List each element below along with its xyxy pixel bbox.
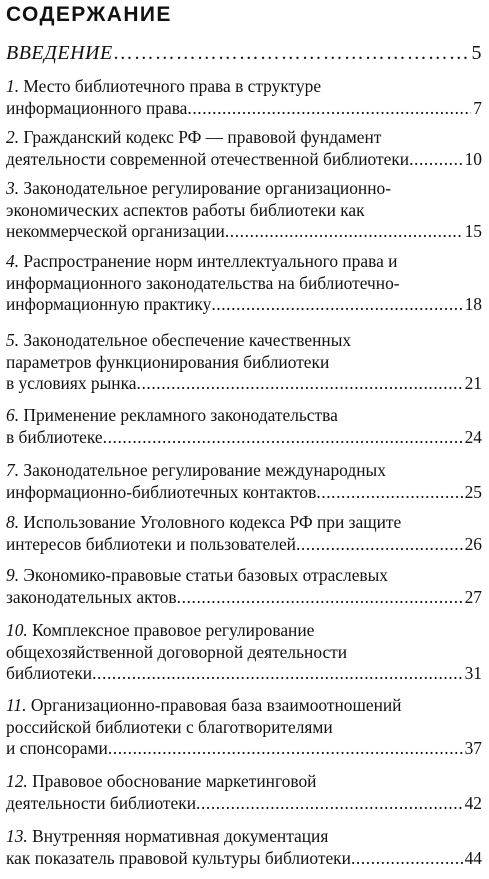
toc-entry[interactable]: [6, 127, 482, 170]
entry-title-line: [6, 352, 482, 374]
entry-title-text: некоммерческой организации: [6, 221, 225, 241]
entry-title-text: Гражданский кодекс РФ — правовой фундамент: [23, 127, 382, 147]
entry-title-text: Правовое обоснование маркетинговой: [32, 771, 317, 791]
entry-title-text: Распространение норм интеллектуального права и: [23, 251, 398, 271]
entry-title-text: в библиотеке: [6, 426, 103, 447]
entry-title-line: [6, 127, 482, 149]
entry-number: 7.: [6, 460, 20, 480]
entry-title-line: [6, 200, 482, 222]
entry-title-line: [6, 76, 482, 98]
entry-last-line: [6, 848, 482, 870]
dot-leader: [409, 149, 463, 171]
entry-title-line: [6, 695, 482, 717]
entry-title-text: экономических аспектов работы библиотеки как: [6, 199, 365, 220]
entry-last-line: [6, 482, 482, 504]
toc-entry[interactable]: [6, 330, 482, 395]
entry-last-line: [6, 149, 482, 171]
entry-title-text: общехозяйственной договорной деятельности: [6, 641, 348, 662]
entry-number: 1.: [6, 76, 20, 96]
page-number: 7: [473, 97, 482, 118]
entry-title-line: [6, 460, 482, 482]
dot-leader: [225, 221, 463, 243]
toc-entry[interactable]: [6, 565, 482, 608]
entry-number: 13.: [6, 826, 28, 846]
entry-title-text: деятельности современной отечественной библиотеки: [6, 148, 410, 169]
entry-title-text: деятельности библиотеки: [6, 792, 196, 813]
entry-title-text: Место библиотечного права в структуре: [23, 76, 322, 96]
contents-heading: СОДЕРЖАНИЕ: [6, 3, 172, 26]
page-number: 25: [464, 481, 482, 502]
entry-title-line: [6, 620, 482, 642]
entry-last-line: [6, 587, 482, 609]
entry-title-text: российской библиотеки с благотворителями: [6, 716, 333, 737]
entry-title-text: Применение рекламного законодательства: [23, 405, 338, 425]
entry-number: 12.: [6, 771, 28, 791]
toc-entry[interactable]: [6, 620, 482, 685]
toc-entry[interactable]: [6, 512, 482, 555]
entry-title-text: и спонсорами: [6, 738, 108, 758]
entry-last-line: [6, 663, 482, 685]
entry-title-text: в условиях рынка: [6, 373, 137, 393]
dot-leader: [196, 793, 463, 815]
dot-leader: [177, 587, 463, 609]
dot-leader: [316, 482, 462, 504]
dot-leader: [113, 42, 471, 65]
entry-number: 6.: [6, 405, 20, 425]
entry-last-line: [6, 534, 482, 556]
entry-title-line: [6, 642, 482, 664]
entry-title-text: информационного законодательства на библиотечно-: [6, 272, 400, 293]
entry-title-line: [6, 178, 482, 200]
dot-leader: [211, 294, 462, 316]
dot-leader: [103, 427, 463, 449]
entry-title-text: Использование Уголовного кодекса РФ при защите: [23, 512, 402, 532]
page-number: 15: [464, 221, 482, 241]
entry-title-text: Законодательное обеспечение качественных: [23, 330, 352, 350]
toc-entry[interactable]: [6, 251, 482, 316]
toc-entry[interactable]: [6, 771, 482, 814]
entry-title-text: Экономико-правовые статьи базовых отраслевых: [23, 565, 389, 585]
toc-entry[interactable]: [6, 695, 482, 760]
entry-title-text: Комплексное правовое регулирование: [32, 620, 315, 640]
page-number: 31: [464, 663, 482, 683]
page-number: 21: [464, 373, 482, 393]
entry-title-line: [6, 405, 482, 427]
toc-entry[interactable]: [6, 826, 482, 869]
dot-leader: [187, 98, 471, 120]
toc-entry[interactable]: [6, 76, 482, 119]
toc-entry-introduction[interactable]: [6, 42, 482, 65]
toc-entry[interactable]: [6, 460, 482, 503]
entry-title-line: [6, 512, 482, 534]
entry-title-line: [6, 717, 482, 739]
entry-number: 11.: [6, 695, 27, 715]
entry-last-line: [6, 427, 482, 449]
page-number: 37: [464, 738, 482, 758]
entry-last-line: [6, 373, 482, 395]
entry-last-line: [6, 793, 482, 815]
entry-title-line: [6, 771, 482, 793]
entry-title-line: [6, 330, 482, 352]
introduction-title: ВВЕДЕНИЕ: [6, 42, 113, 64]
dot-leader: [92, 663, 463, 685]
entry-title-text: Внутренняя нормативная документация: [32, 826, 329, 846]
page-number: 26: [464, 533, 482, 554]
entry-title-text: Законодательное регулирование международных: [23, 460, 386, 480]
toc-entry[interactable]: [6, 178, 482, 243]
entry-title-text: как показатель правовой культуры библиотеки: [6, 847, 351, 868]
entry-title-text: Законодательное регулирование организационно-: [23, 178, 392, 198]
entry-last-line: [6, 738, 482, 760]
entry-title-text: библиотеки: [6, 663, 93, 683]
entry-title-text: информационную практику: [6, 294, 212, 314]
page-number: 44: [464, 847, 482, 868]
entry-title-text: законодательных актов: [6, 586, 177, 607]
entry-title-line: [6, 565, 482, 587]
entry-last-line: [6, 294, 482, 316]
entry-title-line: [6, 251, 482, 273]
entry-title-text: интересов библиотеки и пользователей: [6, 533, 296, 554]
page-number: 5: [471, 42, 482, 64]
entry-number: 4.: [6, 251, 20, 271]
entry-number: 2.: [6, 127, 20, 147]
page-number: 27: [464, 586, 482, 607]
entry-title-text: информационно-библиотечных контактов: [6, 481, 317, 502]
toc-entry[interactable]: [6, 405, 482, 448]
entry-title-text: информационного права: [6, 97, 188, 118]
entry-number: 5.: [6, 330, 20, 350]
dot-leader: [351, 848, 463, 870]
entry-number: 9.: [6, 565, 20, 585]
entry-title-text: Организационно-правовая база взаимоотношений: [30, 695, 402, 715]
entry-title-text: параметров функционирования библиотеки: [6, 351, 330, 372]
page-number: 24: [464, 426, 482, 447]
entry-number: 3.: [6, 178, 20, 198]
entry-title-line: [6, 826, 482, 848]
dot-leader: [108, 738, 463, 760]
entry-number: 10.: [6, 620, 28, 640]
entry-last-line: [6, 98, 482, 120]
entry-title-line: [6, 273, 482, 295]
dot-leader: [296, 534, 463, 556]
entry-last-line: [6, 221, 482, 243]
page-number: 42: [464, 792, 482, 813]
dot-leader: [137, 373, 463, 395]
page-number: 18: [464, 294, 482, 314]
page-number: 10: [464, 148, 482, 169]
entry-number: 8.: [6, 512, 20, 532]
